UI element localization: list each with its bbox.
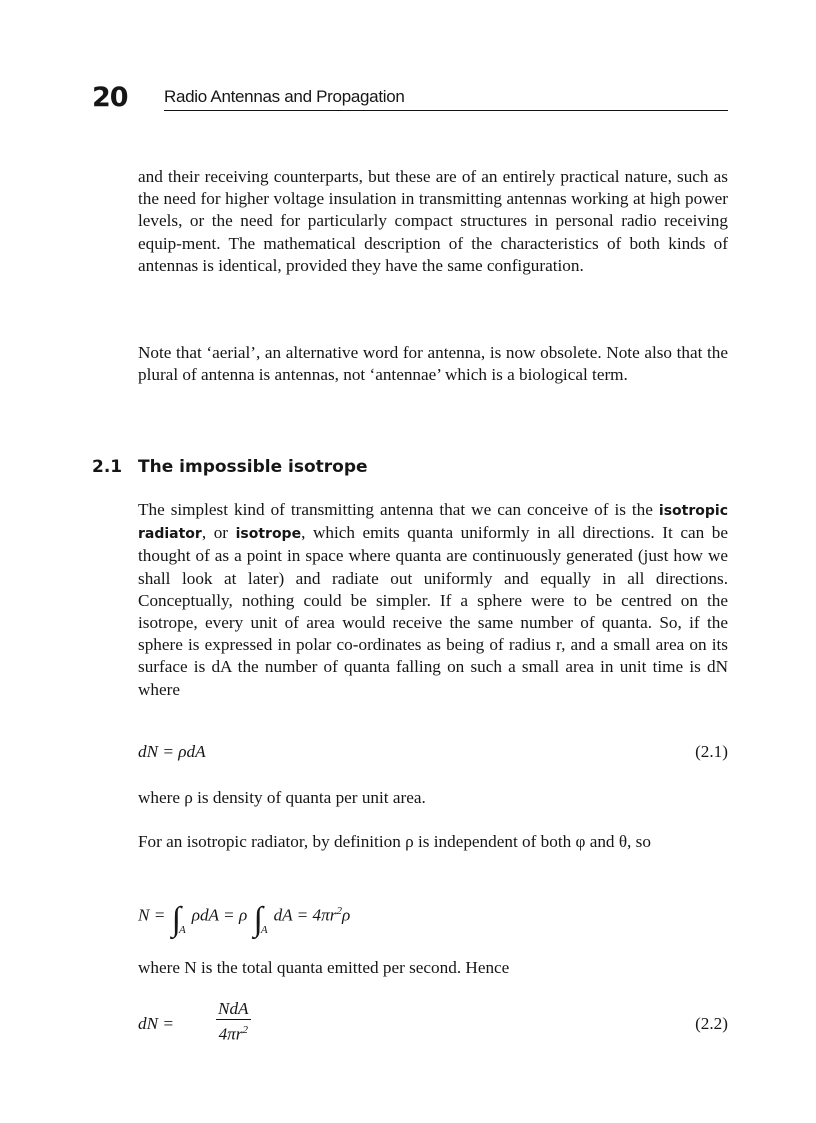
- intro-paragraph-2: Note that ‘aerial’, an alternative word for antenna, is now obsolete. Note also that the plural of antenna is antennas, not ‘antennae’ which is a biological term.: [138, 343, 728, 385]
- equation-2-1-body: dN = ρdA: [138, 742, 206, 761]
- page-number: 20: [92, 82, 128, 113]
- equation-2-1: [138, 741, 728, 771]
- running-title: Radio Antennas and Propagation: [164, 87, 405, 106]
- section-paragraph-4: where N is the total quanta emitted per second. Hence: [138, 958, 510, 977]
- eq-int-term-3: ρ: [341, 905, 351, 925]
- equation-integral: [138, 900, 728, 940]
- eq-2-2-numerator: NdA: [218, 999, 249, 1018]
- integral-sign-1: ∫: [171, 900, 181, 938]
- section-paragraph-3: For an isotropic radiator, by definition ρ is independent of both φ and θ, so: [138, 832, 651, 851]
- section-number: 2.1: [92, 457, 123, 477]
- eq-2-2-exponent: 2: [242, 1024, 248, 1036]
- equation-2-2: [138, 999, 728, 1044]
- term-isotropic-radiator: isotropic radiator: [138, 503, 728, 543]
- section-paragraph-2: where ρ is density of quanta per unit area.: [138, 788, 426, 807]
- page-header: [92, 84, 728, 112]
- eq-2-2-lhs: dN =: [138, 1014, 174, 1033]
- header-rule: [164, 110, 728, 111]
- eq-2-2-fraction: [216, 999, 251, 1045]
- term-isotrope: isotrope: [235, 526, 302, 543]
- section-paragraph-1: The simplest kind of transmitting antenna that we can conceive of is the isotropic radiator, or isotrope, which emits quanta uniformly in all directions. It can be thought of as a point in space where quanta are continuously generated (just how we shall look at later) and radiate out uniformly and equally in all directions. Conceptually, nothing could be simpler. If a sphere were to be centred on the isotrope, every unit of area would receive the same number of quanta. So, if the sphere is expressed in polar co-ordinates as being of radius r, and a small area on its surface is dA the number of quanta falling on such a small area in unit time is dN where: [138, 500, 728, 699]
- integral-domain-2: A: [260, 923, 268, 936]
- eq-int-term-1: ρdA = ρ: [191, 905, 248, 925]
- eq-2-2-denominator: $4\pi r^2$: [218, 1024, 248, 1044]
- eq-int-lhs: N =: [138, 905, 166, 925]
- eq-int-exponent: 2: [336, 905, 342, 917]
- eq-int-term-2: dA = 4πr: [273, 905, 337, 925]
- section-title: The impossible isotrope: [138, 457, 368, 477]
- integral-sign-2: ∫: [253, 900, 263, 938]
- integral-domain-1: A: [178, 923, 186, 936]
- intro-paragraph-1: and their receiving counterparts, but these are of an entirely practical nature, such as the need for higher voltage insulation in transmitting antennas working at high power levels, or the need for particularly compact structures in personal radio receiving equip-ment. The mathematical description of the characteristics of both kinds of antennas is identical, provided they have the same configuration.: [138, 167, 728, 275]
- equation-2-2-label: (2.2): [695, 1014, 728, 1033]
- equation-2-1-label: (2.1): [695, 742, 728, 761]
